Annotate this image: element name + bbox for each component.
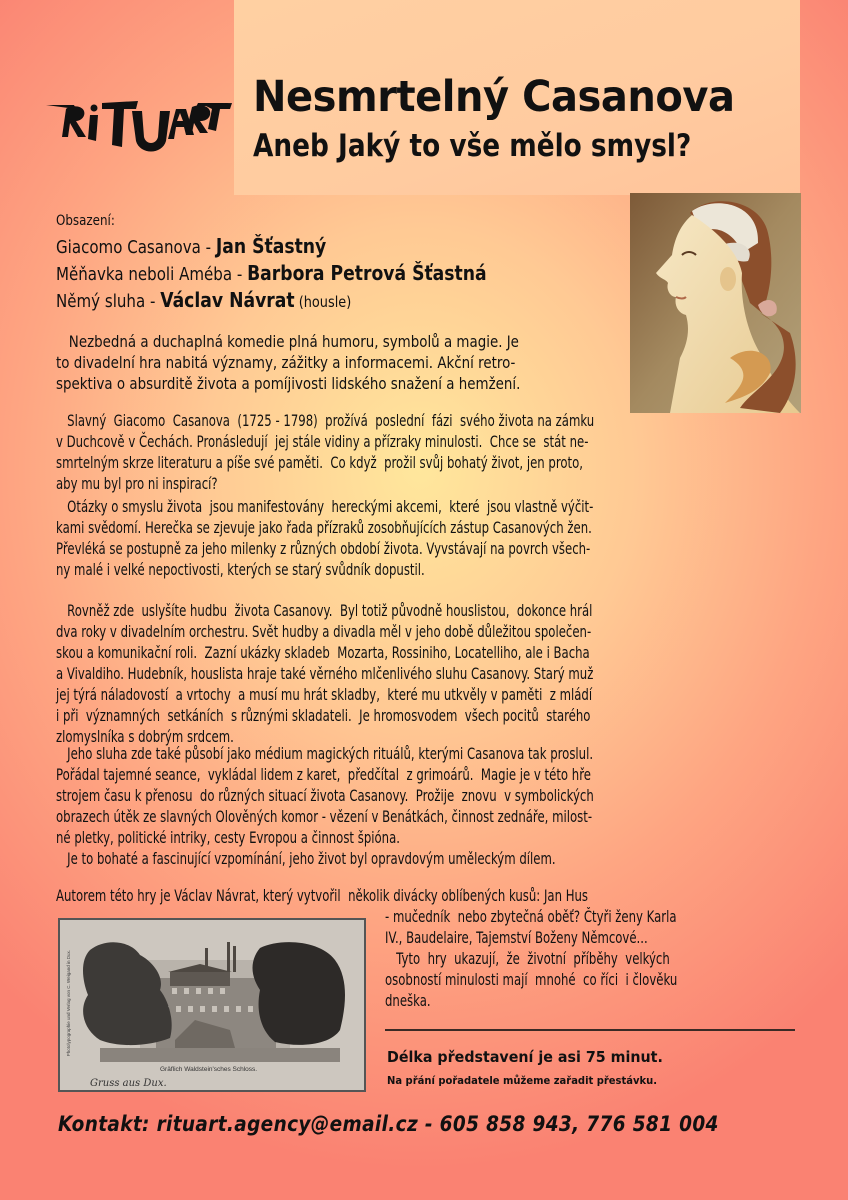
cast-member — [56, 290, 351, 312]
dux-castle-postcard — [58, 918, 366, 1092]
cast-role: Němý sluha - — [56, 292, 161, 312]
cast-member — [56, 263, 487, 285]
cast-actor: Václav Návrat — [160, 288, 295, 312]
postcard-publisher-text: Photolypographie und Verlag von C. Weigand in Dux. — [66, 950, 71, 1057]
cast-note: (housle) — [294, 293, 352, 311]
portrait-image — [630, 193, 801, 413]
intro-paragraph: Nezbedná a duchaplná komedie plná humoru, symbolů a magie. Je to divadelní hra nabitá významy, zážitky a informacemi. Akční retro- spektiva o absurditě života a pomíjivosti lidského snažení a hemžení. — [56, 333, 521, 393]
cast-list — [56, 213, 487, 312]
contact-line[interactable]: Kontakt: rituart.agency@email.cz - 605 858 943, 776 581 004 — [58, 1112, 719, 1136]
questions-paragraph: Otázky o smyslu života jsou manifestovány hereckými akcemi, které jsou vlastně výčit- kami svědomí. Herečka se zjevuje jako řada přízraků zosobňujících zástup Casanových žen. Převléká se postupně za jeho milenky z různých období života. Vyvstávají na povrch všech- ny malé i velké nepoctivosti, kterých se starý svůdník dopustil. — [56, 498, 594, 579]
story-paragraph: Slavný Giacomo Casanova (1725 - 1798) prožívá poslední fázi svého života na zámku v Duchcově v Čechách. Pronásledují jej stále vidiny a přízraky minulosti. Chce se stát ne- smrtelným skrze literaturu a píše své paměti. Co když prožil svůj bohatý život, jen proto, aby mu byl pro ni inspirací? — [56, 412, 595, 493]
page-subtitle: Aneb Jaký to vše mělo smysl? — [253, 128, 692, 164]
performance-duration: Délka představení je asi 75 minut. — [387, 1048, 663, 1066]
magic-paragraph: Jeho sluha zde také působí jako médium magických rituálů, kterými Casanova tak proslul. Pořádal tajemné seance, vykládal lidem z karet, předčítal z grimoárů. Magie je v této hře strojem času k přenosu do různých situací života Casanovy. Prožije znovu v symbolických obrazech útěk ze slavných Olověných komor - vězení v Benátkách, činnost zednáře, milost- né pletky, politické intriky, cesty Evropou a činnost špióna. Je to bohaté a fascinující vzpomínání, jeho život byl opravdovým uměleckým dílem. — [56, 745, 594, 868]
castle-image — [60, 920, 364, 1090]
casanova-portrait — [630, 193, 801, 413]
cast-heading: Obsazení: — [56, 213, 115, 229]
author-paragraph-continued: - mučedník nebo zbytečná oběť? Čtyři ženy Karla IV., Baudelaire, Tajemství Boženy Němcové... Tyto hry ukazují, že životní příběhy velkých osobností minulosti mají mnohé co říci i člověku dneška. — [385, 908, 678, 1010]
postcard-caption: Gräflich Waldstein'sches Schloss. — [160, 1066, 258, 1073]
intermission-note: Na přání pořadatele můžeme zařadit přestávku. — [387, 1075, 658, 1087]
cast-role: Giacomo Casanova - — [56, 238, 216, 258]
author-paragraph: Autorem této hry je Václav Návrat, který vytvořil několik divácky oblíbených kusů: Jan Hus — [56, 887, 589, 905]
music-paragraph: Rovněž zde uslyšíte hudbu života Casanovy. Byl totiž původně houslistou, dokonce hrál dva roky v divadelním orchestru. Svět hudby a divadla měl v jeho době důležitou společen- skou a komunikační roli. Zazní ukázky skladeb Mozarta, Rossiniho, Locatelliho, ale i Bacha a Vivaldiho. Hudebník, houslista hraje také věrného mlčenlivého sluhu Casanovy. Starý muž jej týrá náladovostí a vrtochy a musí mu hrát skladby, které mu utkvěly v paměti z mládí i při významných setkáních s různými skladateli. Je hromosvodem všech pocitů starého zlomyslníka s dobrým srdcem. — [56, 602, 594, 746]
page-title: Nesmrtelný Casanova — [253, 72, 735, 122]
cast-member — [56, 236, 326, 258]
postcard-greeting: Gruss aus Dux. — [90, 1078, 167, 1089]
cast-role: Měňavka neboli Améba - — [56, 265, 248, 285]
rituart-logo — [46, 93, 232, 157]
cast-actor: Barbora Petrová Šťastná — [247, 261, 487, 285]
divider-line — [385, 1029, 795, 1031]
cast-actor: Jan Šťastný — [215, 234, 327, 258]
